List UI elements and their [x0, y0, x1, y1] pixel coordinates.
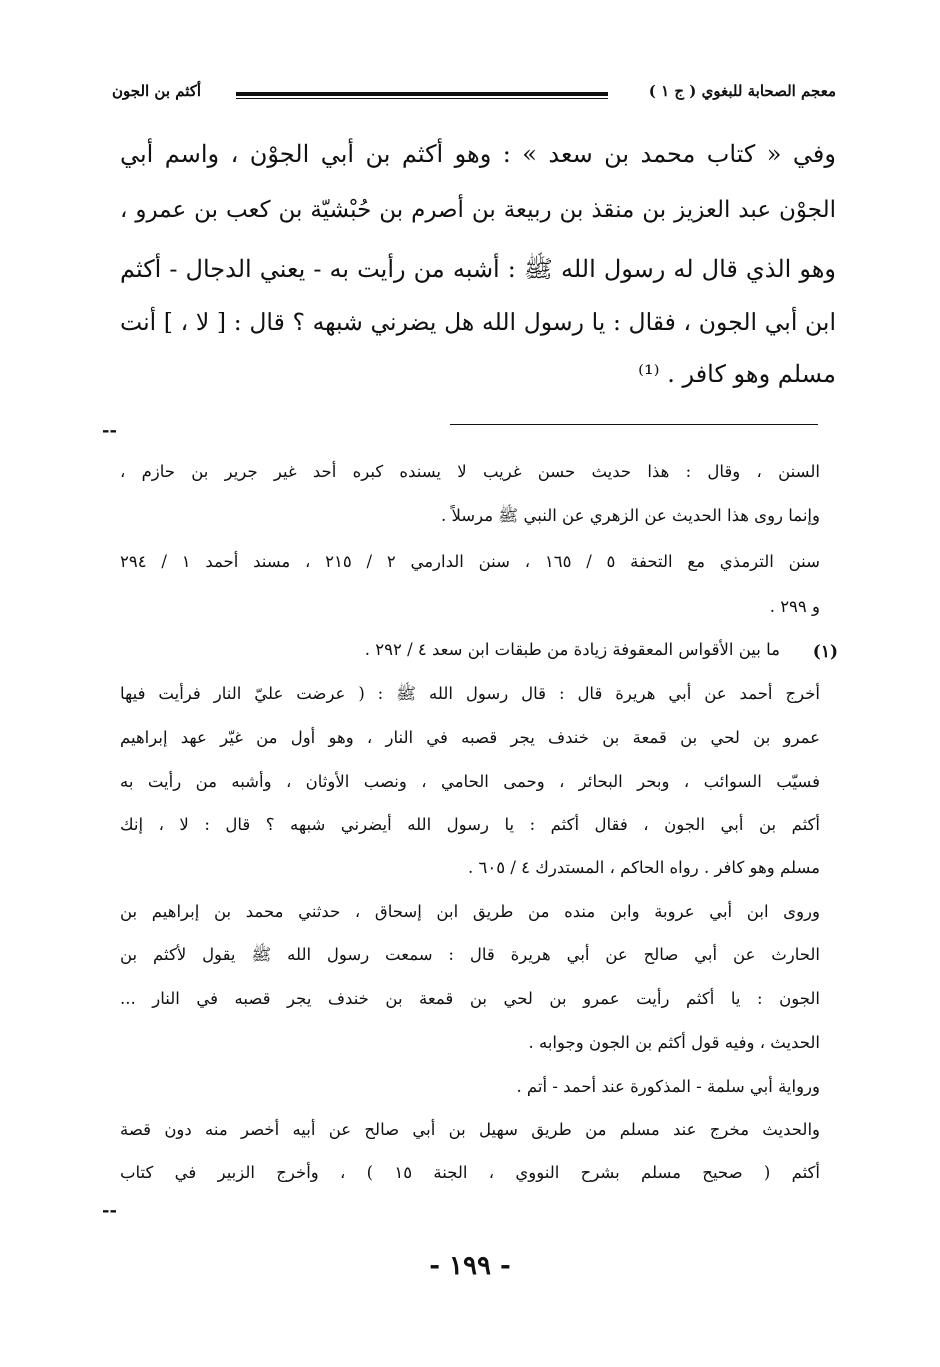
header-rule	[236, 92, 608, 99]
main-text-line: مسلم وهو كافر . ⁽¹⁾	[638, 360, 836, 388]
main-text-line: وهو الذي قال له رسول الله ﷺ : أشبه من رأيت به - يعني الدجال - أكثم	[120, 255, 836, 283]
header-entry-title: أكثم بن الجون	[112, 82, 202, 100]
main-text-line: ابن أبي الجون ، فقال : يا رسول الله هل يضرني شبهه ؟ قال : [ لا ، ] أنت	[120, 308, 836, 336]
main-text-line: الجوْن عبد العزيز بن منقذ بن ربيعة بن أصرم بن حُبْشيّة بن كعب بن عمرو ،	[120, 197, 836, 223]
footnote-line: الحديث ، وفيه قول أكثم بن الجون وجوابه .	[528, 1033, 820, 1052]
footnote-line: أخرج أحمد عن أبي هريرة قال : قال رسول الله ﷺ : ( عرضت عليّ النار فرأيت فيها	[120, 684, 820, 703]
footnote-separator	[450, 424, 818, 425]
footnote-line: والحديث مخرج عند مسلم من طريق سهيل بن أبي صالح عن أبيه أخصر منه دون قصة	[120, 1120, 820, 1139]
footnote-number: (١)	[812, 642, 838, 662]
main-text-line: وفي « كتاب محمد بن سعد » : وهو أكثم بن أبي الجوْن ، واسم أبي	[120, 140, 836, 168]
footnote-line: مسلم وهو كافر . رواه الحاكم ، المستدرك ٤ / ٦٠٥ .	[468, 858, 820, 877]
footnote-line: الحارث عن أبي صالح عن أبي هريرة قال : سمعت رسول الله ﷺ يقول لأكثم بن	[120, 945, 820, 964]
footnote-line: أكثم بن أبي الجون ، فقال أكثم : يا رسول الله أيضرني شبهه ؟ قال : لا ، إنك	[120, 815, 820, 834]
header-book-title: معجم الصحابة للبغوي ( ج ١ )	[648, 82, 836, 100]
footnote-line: فسيّب السوائب ، وبحر البحائر ، وحمى الحامي ، ونصب الأوثان ، وأشبه من رأيت به	[120, 772, 820, 791]
footnote-line: عمرو بن لحي بن قمعة بن خندف يجر قصبه في النار ، وهو أول من غيّر عهد إبراهيم	[120, 728, 820, 747]
footnote-line: وروى ابن أبي عروبة وابن منده من طريق ابن إسحاق ، حدثني محمد بن إبراهيم بن	[120, 902, 820, 921]
footnote-line: و ٢٩٩ .	[769, 597, 820, 616]
footnote-line: ما بين الأقواس المعقوفة زيادة من طبقات ابن سعد ٤ / ٢٩٢ .	[364, 640, 780, 659]
continuation-marker: --	[102, 1200, 117, 1221]
footnote-line: سنن الترمذي مع التحفة ٥ / ١٦٥ ، سنن الدارمي ٢ / ٢١٥ ، مسند أحمد ١ / ٢٩٤	[120, 552, 820, 571]
continuation-marker: --	[102, 420, 117, 441]
footnote-line: السنن ، وقال : هذا حديث حسن غريب لا يسنده كبره أحد غير جرير بن حازم ،	[120, 462, 820, 481]
footnote-line: أكثم ( صحيح مسلم بشرح النووي ، الجنة ١٥ ) ، وأخرج الزبير في كتاب	[120, 1163, 820, 1182]
footnote-line: ورواية أبي سلمة - المذكورة عند أحمد - أتم .	[516, 1077, 820, 1096]
footnote-line: وإنما روى هذا الحديث عن الزهري عن النبي ﷺ مرسلاً .	[440, 506, 820, 525]
footnote-line: الجون : يا أكثم رأيت عمرو بن لحي بن قمعة بن خندف يجر قصبه في النار ...	[120, 989, 820, 1008]
page-number: - ١٩٩ -	[429, 1251, 511, 1281]
